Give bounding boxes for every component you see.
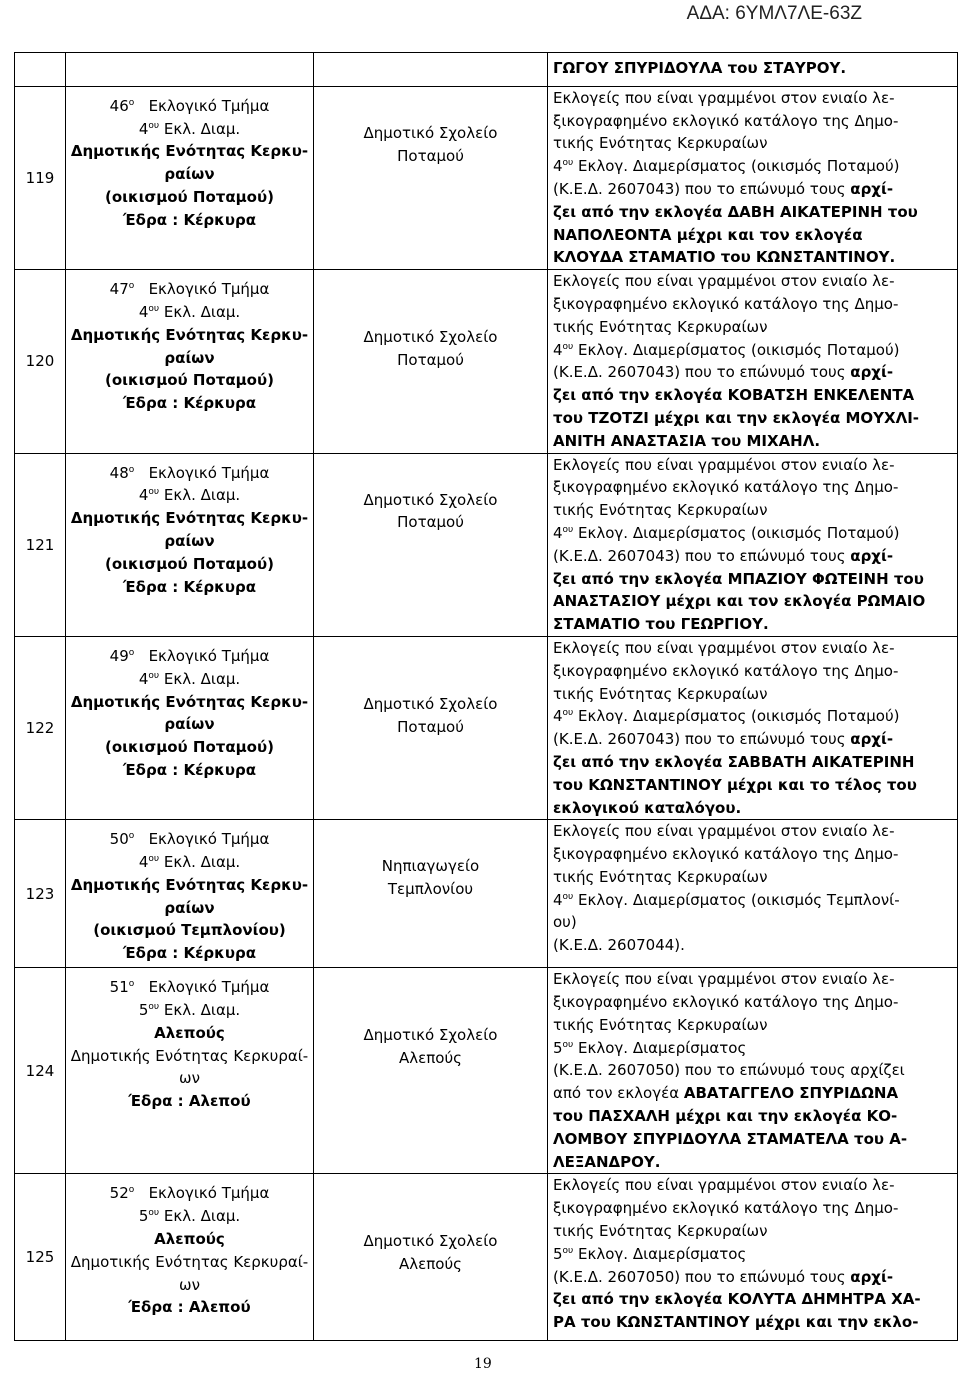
description-cell: Εκλογείς που είναι γραμμένοι στον ενιαίο λε- ξικογραφημένο εκλογικό κατάλογο της Δημο- τικής Ενότητας Κερκυραίων $4^{o\upsilon}$ Εκλογ. Διαμερίσματος (οικισμός Τεμπλονί- ου) (Κ.Ε.Δ. 2607044). <box>548 820 958 968</box>
polling-stations-table <box>14 52 958 1341</box>
row-number: 124 <box>15 968 66 1174</box>
page-number: 19 <box>474 1356 492 1372</box>
section-cell: $48^o$ Εκλογικό Τμήμα $4^{o\upsilon}$ Εκλ. Διαμ. Δημοτικής Ενότητας Κερκυ- ραίων (οικισμού Ποταμού) Έδρα : Κέρκυρα <box>66 453 314 636</box>
row-number: 119 <box>15 86 66 269</box>
table-row <box>15 820 958 968</box>
location-cell: Δημοτικό Σχολείο Ποταμού <box>314 270 548 453</box>
section-cell: $50^o$ Εκλογικό Τμήμα $4^{o\upsilon}$ Εκλ. Διαμ. Δημοτικής Ενότητας Κερκυ- ραίων (οικισμού Τεμπλονίου) Έδρα : Κέρκυρα <box>66 820 314 968</box>
description-cell: Εκλογείς που είναι γραμμένοι στον ενιαίο λε- ξικογραφημένο εκλογικό κατάλογο της Δημο- τικής Ενότητας Κερκυραίων $5^{o\upsilon}$ Εκλογ. Διαμερίσματος (Κ.Ε.Δ. 2607050) που το επώνυμό τους αρχί- ζει από την εκλογέα ΚΟΛΥΤΑ ΔΗΜΗΤΡΑ ΧΑ- ΡΑ του ΚΩΝΣΤΑΝΤΙΝΟΥ μέχρι και την εκλο- <box>548 1174 958 1341</box>
location-cell: Δημοτικό Σχολείο Αλεπούς <box>314 1174 548 1341</box>
row-number: 120 <box>15 270 66 453</box>
location-cell: Δημοτικό Σχολείο Ποταμού <box>314 453 548 636</box>
row-number: 125 <box>15 1174 66 1341</box>
table-row <box>15 636 958 819</box>
location-cell: Δημοτικό Σχολείο Αλεπούς <box>314 968 548 1174</box>
location-cell: Δημοτικό Σχολείο Ποταμού <box>314 636 548 819</box>
table-row <box>15 270 958 453</box>
row-number: 123 <box>15 820 66 968</box>
description-cell: Εκλογείς που είναι γραμμένοι στον ενιαίο λε- ξικογραφημένο εκλογικό κατάλογο της Δημο- τικής Ενότητας Κερκυραίων $4^{o\upsilon}$ Εκλογ. Διαμερίσματος (οικισμός Ποταμού) (Κ.Ε.Δ. 2607043) που το επώνυμό τους αρχί- ζει από την εκλογέα ΚΟΒΑΤΣΗ ΕΝΚΕΛΕΝΤΑ του ΤΖΟΤΖΙ μέχρι και την εκλογέα ΜΟΥΧΛΙ- ΑΝΙΤΗ ΑΝΑΣΤΑΣΙΑ του ΜΙΧΑΗΛ. <box>548 270 958 453</box>
description-cell: Εκλογείς που είναι γραμμένοι στον ενιαίο λε- ξικογραφημένο εκλογικό κατάλογο της Δημο- τικής Ενότητας Κερκυραίων $4^{o\upsilon}$ Εκλογ. Διαμερίσματος (οικισμός Ποταμού) (Κ.Ε.Δ. 2607043) που το επώνυμό τους αρχί- ζει από την εκλογέα ΔΑΒΗ ΑΙΚΑΤΕΡΙΝΗ του ΝΑΠΟΛΕΟΝΤΑ μέχρι και τον εκλογέα ΚΛΟΥΔΑ ΣΤΑΜΑΤΙΟ του ΚΩΝΣΤΑΝΤΙΝΟΥ. <box>548 86 958 269</box>
location-cell: Δημοτικό Σχολείο Ποταμού <box>314 86 548 269</box>
document-ada-code: ΑΔΑ: 6ΥΜΛ7ΛΕ-63Ζ <box>686 3 862 24</box>
section-cell: $52^o$ Εκλογικό Τμήμα $5^{o\upsilon}$ Εκλ. Διαμ. Αλεπούς Δημοτικής Ενότητας Κερκυραί- ων Έδρα : Αλεπού <box>66 1174 314 1341</box>
table-row <box>15 968 958 1174</box>
section-cell: $46^o$ Εκλογικό Τμήμα $4^{o\upsilon}$ Εκλ. Διαμ. Δημοτικής Ενότητας Κερκυ- ραίων (οικισμού Ποταμού) Έδρα : Κέρκυρα <box>66 86 314 269</box>
section-cell: $51^o$ Εκλογικό Τμήμα $5^{o\upsilon}$ Εκλ. Διαμ. Αλεπούς Δημοτικής Ενότητας Κερκυραί- ων Έδρα : Αλεπού <box>66 968 314 1174</box>
section-cell: $47^o$ Εκλογικό Τμήμα $4^{o\upsilon}$ Εκλ. Διαμ. Δημοτικής Ενότητας Κερκυ- ραίων (οικισμού Ποταμού) Έδρα : Κέρκυρα <box>66 270 314 453</box>
row-number: 122 <box>15 636 66 819</box>
table-row <box>15 453 958 636</box>
description-cell: Εκλογείς που είναι γραμμένοι στον ενιαίο λε- ξικογραφημένο εκλογικό κατάλογο της Δημο- τικής Ενότητας Κερκυραίων $4^{o\upsilon}$ Εκλογ. Διαμερίσματος (οικισμός Ποταμού) (Κ.Ε.Δ. 2607043) που το επώνυμό τους αρχί- ζει από την εκλογέα ΣΑΒΒΑΤΗ ΑΙΚΑΤΕΡΙΝΗ του ΚΩΝΣΤΑΝΤΙΝΟΥ μέχρι και το τέλος του εκλογικού καταλόγου. <box>548 636 958 819</box>
table-row <box>15 86 958 269</box>
description-cell: Εκλογείς που είναι γραμμένοι στον ενιαίο λε- ξικογραφημένο εκλογικό κατάλογο της Δημο- τικής Ενότητας Κερκυραίων $4^{o\upsilon}$ Εκλογ. Διαμερίσματος (οικισμός Ποταμού) (Κ.Ε.Δ. 2607043) που το επώνυμό τους αρχί- ζει από την εκλογέα ΜΠΑΖΙΟΥ ΦΩΤΕΙΝΗ του ΑΝΑΣΤΑΣΙΟΥ μέχρι και τον εκλογέα ΡΩΜΑΙΟ ΣΤΑΜΑΤΙΟ του ΓΕΩΡΓΙΟΥ. <box>548 453 958 636</box>
section-cell: $49^o$ Εκλογικό Τμήμα $4^{o\upsilon}$ Εκλ. Διαμ. Δημοτικής Ενότητας Κερκυ- ραίων (οικισμού Ποταμού) Έδρα : Κέρκυρα <box>66 636 314 819</box>
table-row-continued <box>15 53 958 87</box>
table-row <box>15 1174 958 1341</box>
description-cell: Εκλογείς που είναι γραμμένοι στον ενιαίο λε- ξικογραφημένο εκλογικό κατάλογο της Δημο- τικής Ενότητας Κερκυραίων $5^{o\upsilon}$ Εκλογ. Διαμερίσματος (Κ.Ε.Δ. 2607050) που το επώνυμό τους αρχίζει από τον εκλογέα ΑΒΑΤΑΓΓΕΛΟ ΣΠΥΡΙΔΩΝΑ του ΠΑΣΧΑΛΗ μέχρι και την εκλογέα ΚΟ- ΛΟΜΒΟΥ ΣΠΥΡΙΔΟΥΛΑ ΣΤΑΜΑΤΕΛΑ του Α- ΛΕΞΑΝΔΡΟΥ. <box>548 968 958 1174</box>
continued-description: ΓΩΓΟΥ ΣΠΥΡΙΔΟΥΛΑ του ΣΤΑΥΡΟΥ. <box>548 53 958 87</box>
row-number: 121 <box>15 453 66 636</box>
location-cell: Νηπιαγωγείο Τεμπλονίου <box>314 820 548 968</box>
